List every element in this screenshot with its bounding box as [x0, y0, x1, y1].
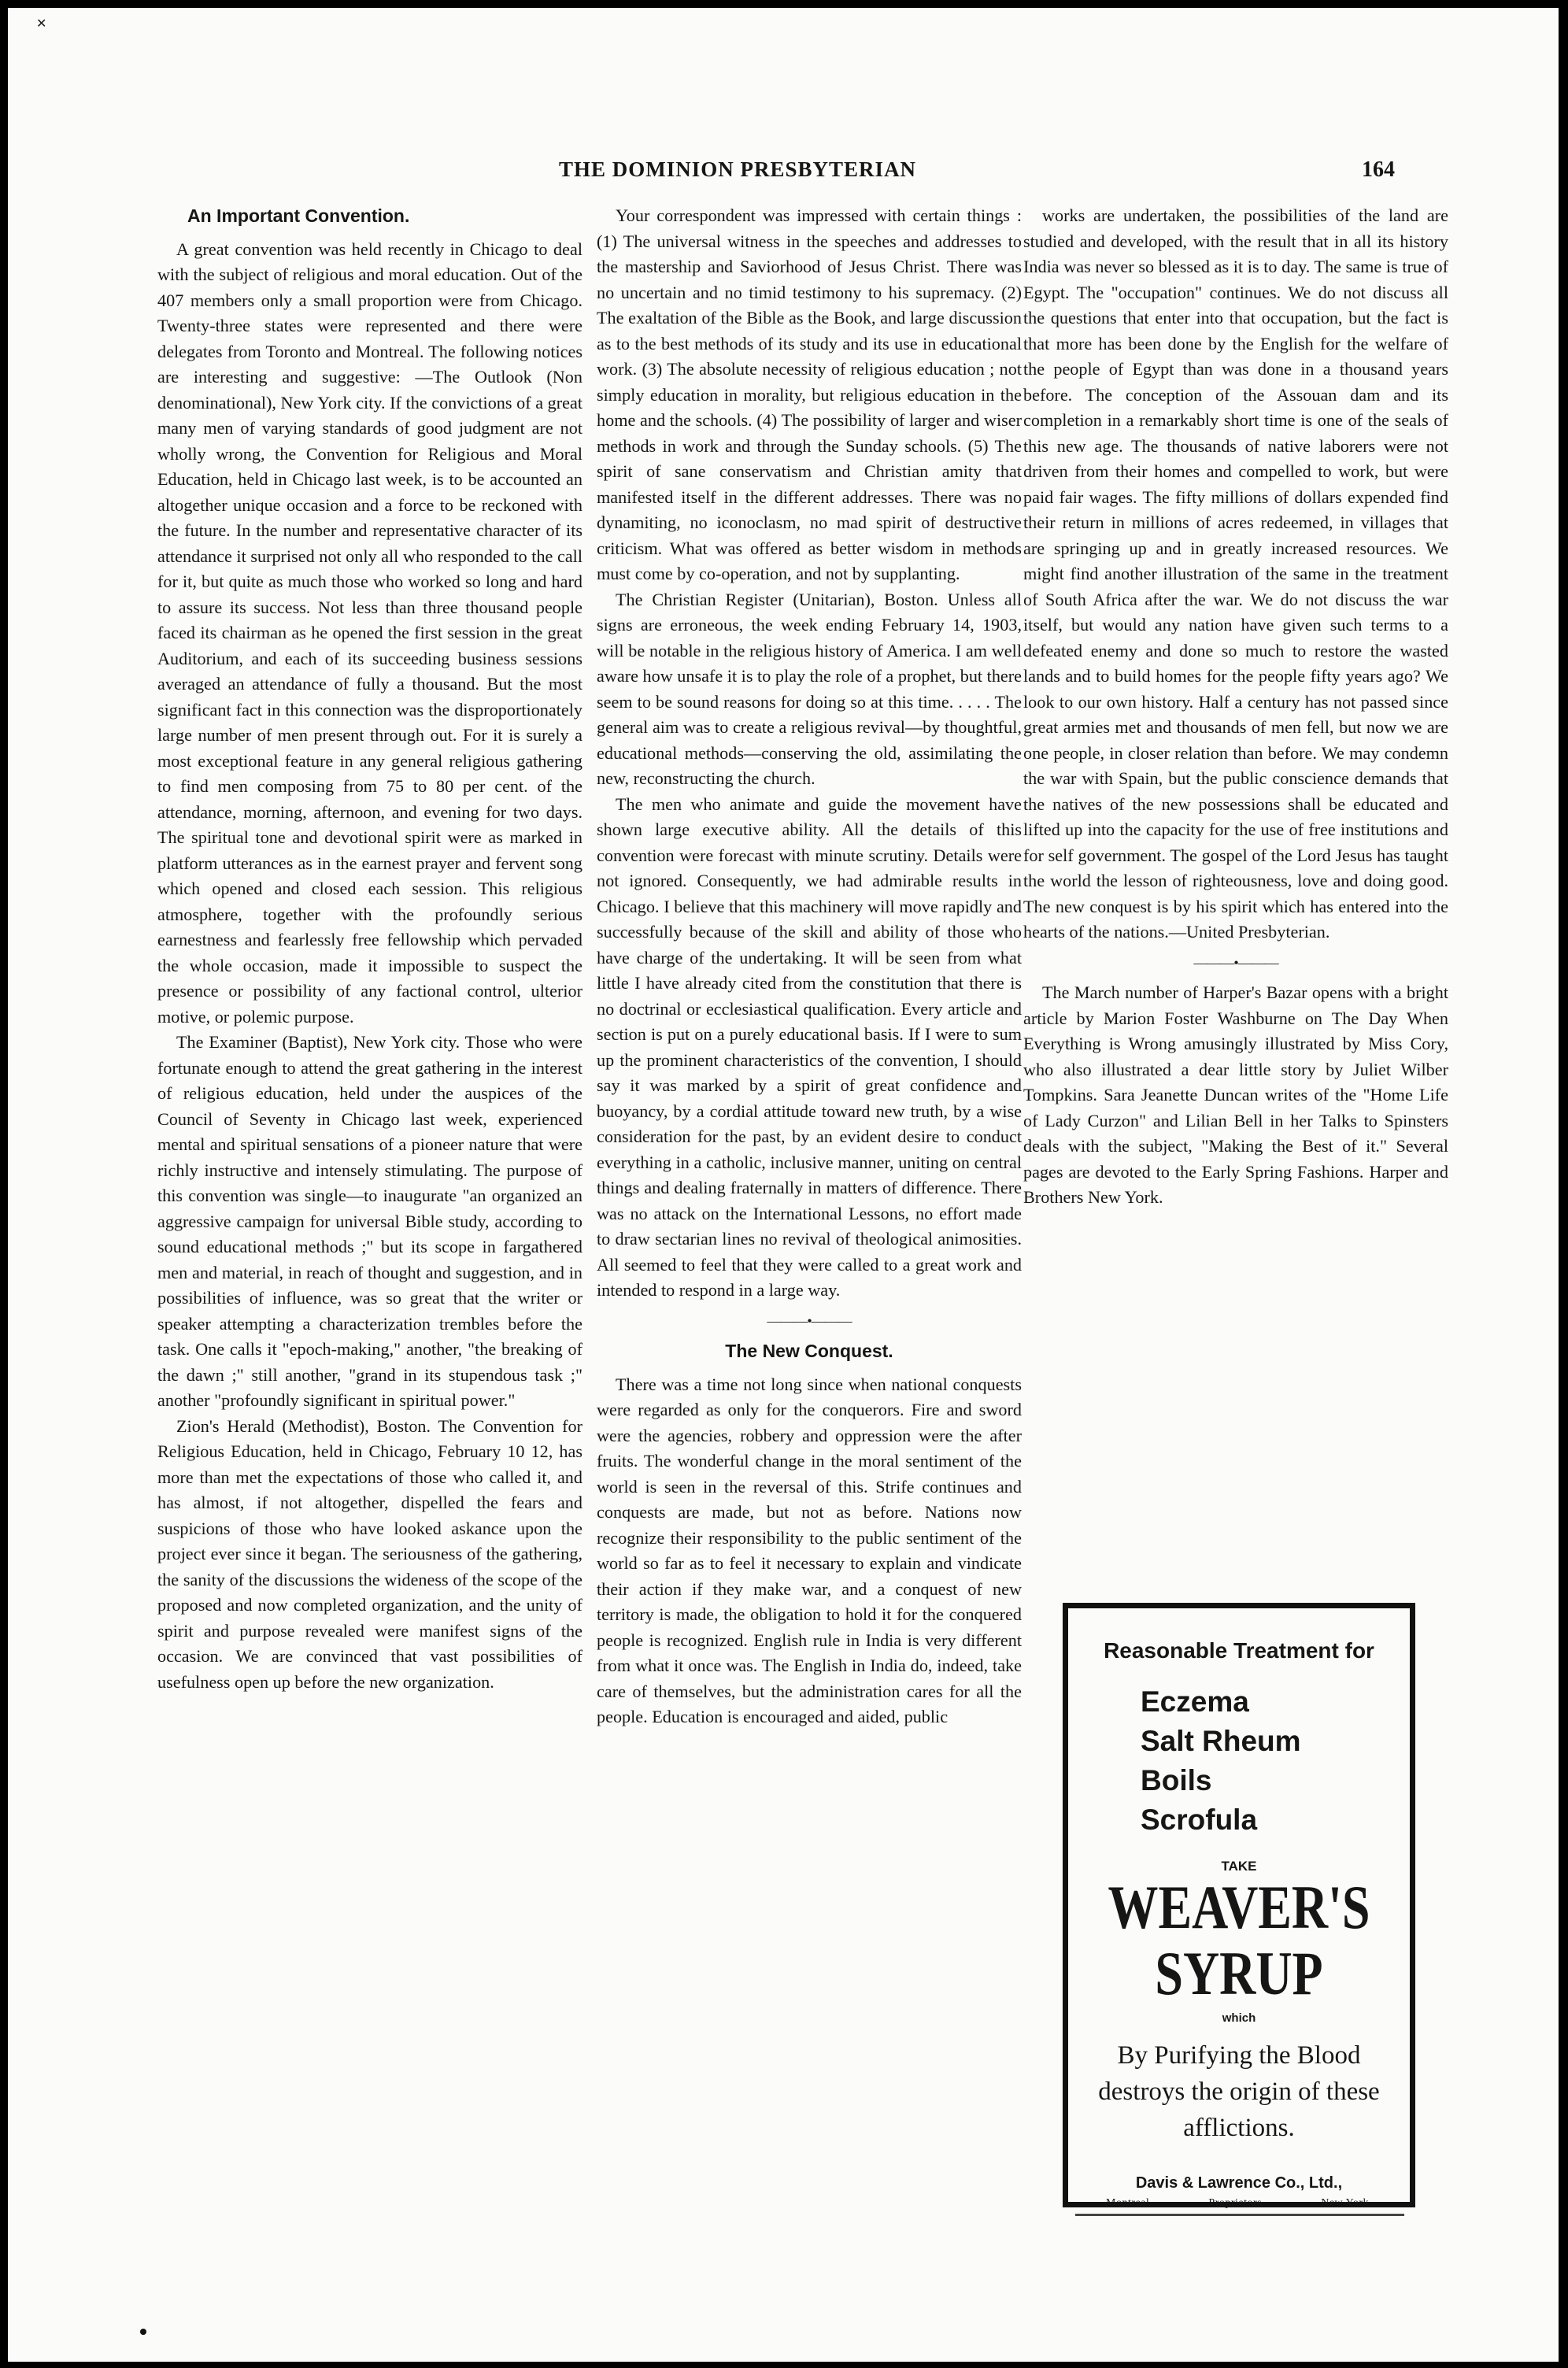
- paragraph: The men who animate and guide the movement have shown large executive ability. All the details of this convention were forecast with minute scrutiny. Details were not ignored. Consequently, we had admirable results in Chicago. I believe that this machinery will move rapidly and successfully because of the skill and ability of those who have charge of the undertaking. It will be seen from what little I have already cited from the constitution that there is no doctrinal or ecclesiastical qualification. Every article and section is put on a purely educational basis. If I were to sum up the prominent characteristics of the convention, I should say it was marked by a spirit of great confidence and buoyancy, by a cordial attitude toward new truth, by a wise consideration for the past, by an evident desire to conduct everything in a catholic, inclusive manner, uniting on central things and dealing fraternally in matters of difference. There was no attack on the International Lessons, no effort made to draw sectarian lines no revival of theological animosities. All seemed to feel that they were called to a great work and intended to respond in a large way.: [597, 794, 1022, 1300]
- ad-product-name-line2: SYRUP: [1155, 1939, 1323, 2007]
- article-heading-convention: An Important Convention.: [187, 205, 410, 226]
- ad-places-line: [1068, 2197, 1410, 2210]
- article-heading-new-conquest: The New Conquest.: [725, 1341, 893, 1361]
- ad-place-new-york: New York.: [1321, 2197, 1372, 2209]
- ad-which-label: which: [1222, 2011, 1256, 2025]
- ad-ailment-list: [1141, 1682, 1410, 1840]
- paragraph: Zion's Herald (Methodist), Boston. The Convention for Religious Education, held in Chicago, February 10 12, has more than met the expectations of those who called it, and has almost, if not altogether, dispelled the fears and suspicions of those who have looked askance upon the project ever since it began. The seriousness of the gathering, the sanity of the discussions the wideness of the scope of the proposed and now completed organization, and the unity of spirit and purpose revealed were manifest signs of the occasion. We are convinced that vast possibilities of usefulness open up before the new organization.: [157, 1415, 582, 1692]
- paragraph: The Christian Register (Unitarian), Boston. Unless all signs are erroneous, the week ending February 14, 1903, will be notable in the religious history of America. I am well aware how unsafe it is to play the role of a prophet, but there seem to be sound reasons for doing so at this time. . . . . The general aim was to create a religious revival—by thoughtful, educational methods—conserving the old, assimilating the new, reconstructing the church.: [597, 589, 1022, 788]
- running-head: [8, 157, 1559, 189]
- ad-proprietors: Proprietors,: [1208, 2197, 1266, 2209]
- margin-mark: ✕: [36, 17, 47, 31]
- ad-product-name-line1: WEAVER'S: [1108, 1873, 1370, 1941]
- section-divider: ———•———: [1193, 954, 1278, 971]
- paragraph: Your correspondent was impressed with certain things : (1) The universal witness in the speeches and addresses to the mastership and Saviorhood of Jesus Christ. There was no uncertain and no timid testimony to his supremacy. (2) The exaltation of the Bible as the Book, and large discussion as to the best methods of its study and its use in educational work. (3) The absolute necessity of religious education ; not simply education in morality, but religious education in the home and the schools. (4) The possibility of larger and wiser methods in work and through the Sunday schools. (5) The spirit of sane conservatism and Christian amity that manifested itself in the different addresses. There was no dynamiting, no iconoclasm, no mad spirit of destructive criticism. What was offered as better wisdom in methods must come by co-operation, and not by supplanting.: [597, 205, 1022, 583]
- ad-ailment: Scrofula: [1141, 1804, 1258, 1836]
- ad-bottom-rule: [1075, 2214, 1404, 2216]
- paragraph: There was a time not long since when national conquests were regarded as only for the conquerors. Fire and sword were the agencies, robbery and oppression were the after fruits. The wonderful change in the moral sentiment of the world is seen in the reversal of this. Strife continues and conquests are made, but not as before. Nations now recognize their responsibility to the public sentiment of the world so far as to feel it necessary to explain and vindicate their action if they make war, and a conquest of new territory is made, the obligation to hold it for the conquered people is recognized. English rule in India is very different from what it once was. The English in India do, indeed, take care of themselves, but the administration cares for all the people. Education is encouraged and aided, public: [597, 1374, 1022, 1726]
- paragraph: The March number of Harper's Bazar opens with a bright article by Marion Foster Washburne on The Day When Everything is Wrong amusingly illustrated by Miss Cory, who also illustrated a dear little story by Juliet Wilber Tompkins. Sara Jeanette Duncan writes of the "Home Life of Lady Curzon" and Lilian Bell in her Talks to Spinsters deals with the subject, "Making the Best of it." Several pages are devoted to the Early Spring Fashions. Harper and Brothers New York.: [1023, 982, 1448, 1207]
- ad-company-name: Davis & Lawrence Co., Ltd.,: [1135, 2174, 1343, 2192]
- column-3: [1023, 203, 1448, 1211]
- advertisement-box: [1063, 1603, 1415, 2207]
- publication-title: THE DOMINION PRESBYTERIAN: [559, 157, 917, 181]
- paragraph: The Examiner (Baptist), New York city. Those who were fortunate enough to attend the great gathering in the interest of religious education, held under the auspices of the Council of Seventy in Chicago last week, experienced mental and spiritual sensations of a pioneer nature that were richly instructive and intensely stimulating. The purpose of this convention was single—to inaugurate "an organized an aggressive campaign for universal Bible study, according to sound educational methods ;" but its scope in fargathered men and material, in reach of thought and suggestion, and in possibilities of influence, was so great that the writer or speaker attempting a characterization trembles before the task. One calls it "epoch-making," another, "the breaking of the dawn ;" still another, "grand in its stupendous task ;" another "profoundly significant in spiritual power.": [157, 1032, 582, 1410]
- ad-place-montreal: Montreal.: [1106, 2197, 1153, 2209]
- newspaper-page: [8, 8, 1559, 2362]
- ad-heading: Reasonable Treatment for: [1104, 1638, 1374, 1663]
- ad-take-label: TAKE: [1221, 1859, 1257, 1874]
- paragraph: A great convention was held recently in Chicago to deal with the subject of religious and moral education. Out of the 407 members only a small proportion were from Chicago. Twenty-three states were represented and there were delegates from Toronto and Montreal. The following notices are interesting and suggestive: —The Outlook (Non denominational), New York city. If the convictions of a great many men of varying standards of good judgment are not wholly wrong, the Convention for Religious and Moral Education, held in Chicago last week, is to be accounted an altogether unique occasion and a force to be reckoned with the future. In the number and representative character of its attendance it surprised not only all who responded to the call for it, but quite as much those who worked so long and hard to assure its success. Not less than three thousand people faced its chairman as he opened the first session in the great Auditorium, and each of its succeeding business sessions averaged an attendance of fully a thousand. But the most significant fact in this connection was the disproportionately large number of men present through out. For it is surely a most exceptional feature in any general religious gathering to find men composing from 75 to 80 per cent. of the attendance, morning, afternoon, and evening for two days. The spiritual tone and devotional spirit were as marked in platform utterances as in the earnest prayer and fervent song which opened and closed each session. This religious atmosphere, together with the profoundly serious earnestness and fearlessly free fellowship which pervaded the whole occasion, made it impossible to suspect the presence or possibility of any factional control, ulterior motive, or polemic purpose.: [157, 239, 582, 1027]
- ad-ailment: Eczema: [1141, 1685, 1249, 1718]
- column-1: [157, 203, 582, 1695]
- ad-ailment: Boils: [1141, 1764, 1212, 1796]
- page-number: 164: [1362, 157, 1395, 182]
- column-2: [597, 203, 1022, 1730]
- paragraph: works are undertaken, the possibilities of the land are studied and developed, with the result that in all its history India was never so blessed as it is to day. The same is true of Egypt. The "occupation" continues. We do not discuss all the questions that enter into that occupation, but the fact is that more has been done by the English for the welfare of the people of Egypt than was done in a thousand years before. The conception of the Assouan dam and its completion in a remarkably short time is one of the seals of this new age. The thousands of native laborers were not driven from their homes and compelled to work, but were paid fair wages. The fifty millions of dollars expended find their return in millions of acres redeemed, in villages that are springing up and in greatly increased resources. We might find another illustration of the same in the treatment of South Africa after the war. We do not discuss the war itself, but would any nation have given such terms to a defeated enemy and done so much to restore the wasted lands and to build homes for the people fifty years ago? We look to our own history. Half a century has not passed since great armies met and thousands of men fell, but now we are one people, in closer relation than before. We may condemn the war with Spain, but the public conscience demands that the natives of the new possessions shall be educated and lifted up into the capacity for the use of free institutions and for self government. The gospel of the Lord Jesus has taught the world the lesson of righteousness, love and doing good. The new conquest is by his spirit which has entered into the hearts of the nations.—United Presbyterian.: [1023, 205, 1448, 942]
- section-divider: ———•———: [767, 1312, 852, 1329]
- ad-body-text: By Purifying the Blood destroys the origin of these afflictions.: [1098, 2041, 1380, 2142]
- margin-dot: [140, 2329, 146, 2335]
- ad-ailment: Salt Rheum: [1141, 1725, 1301, 1757]
